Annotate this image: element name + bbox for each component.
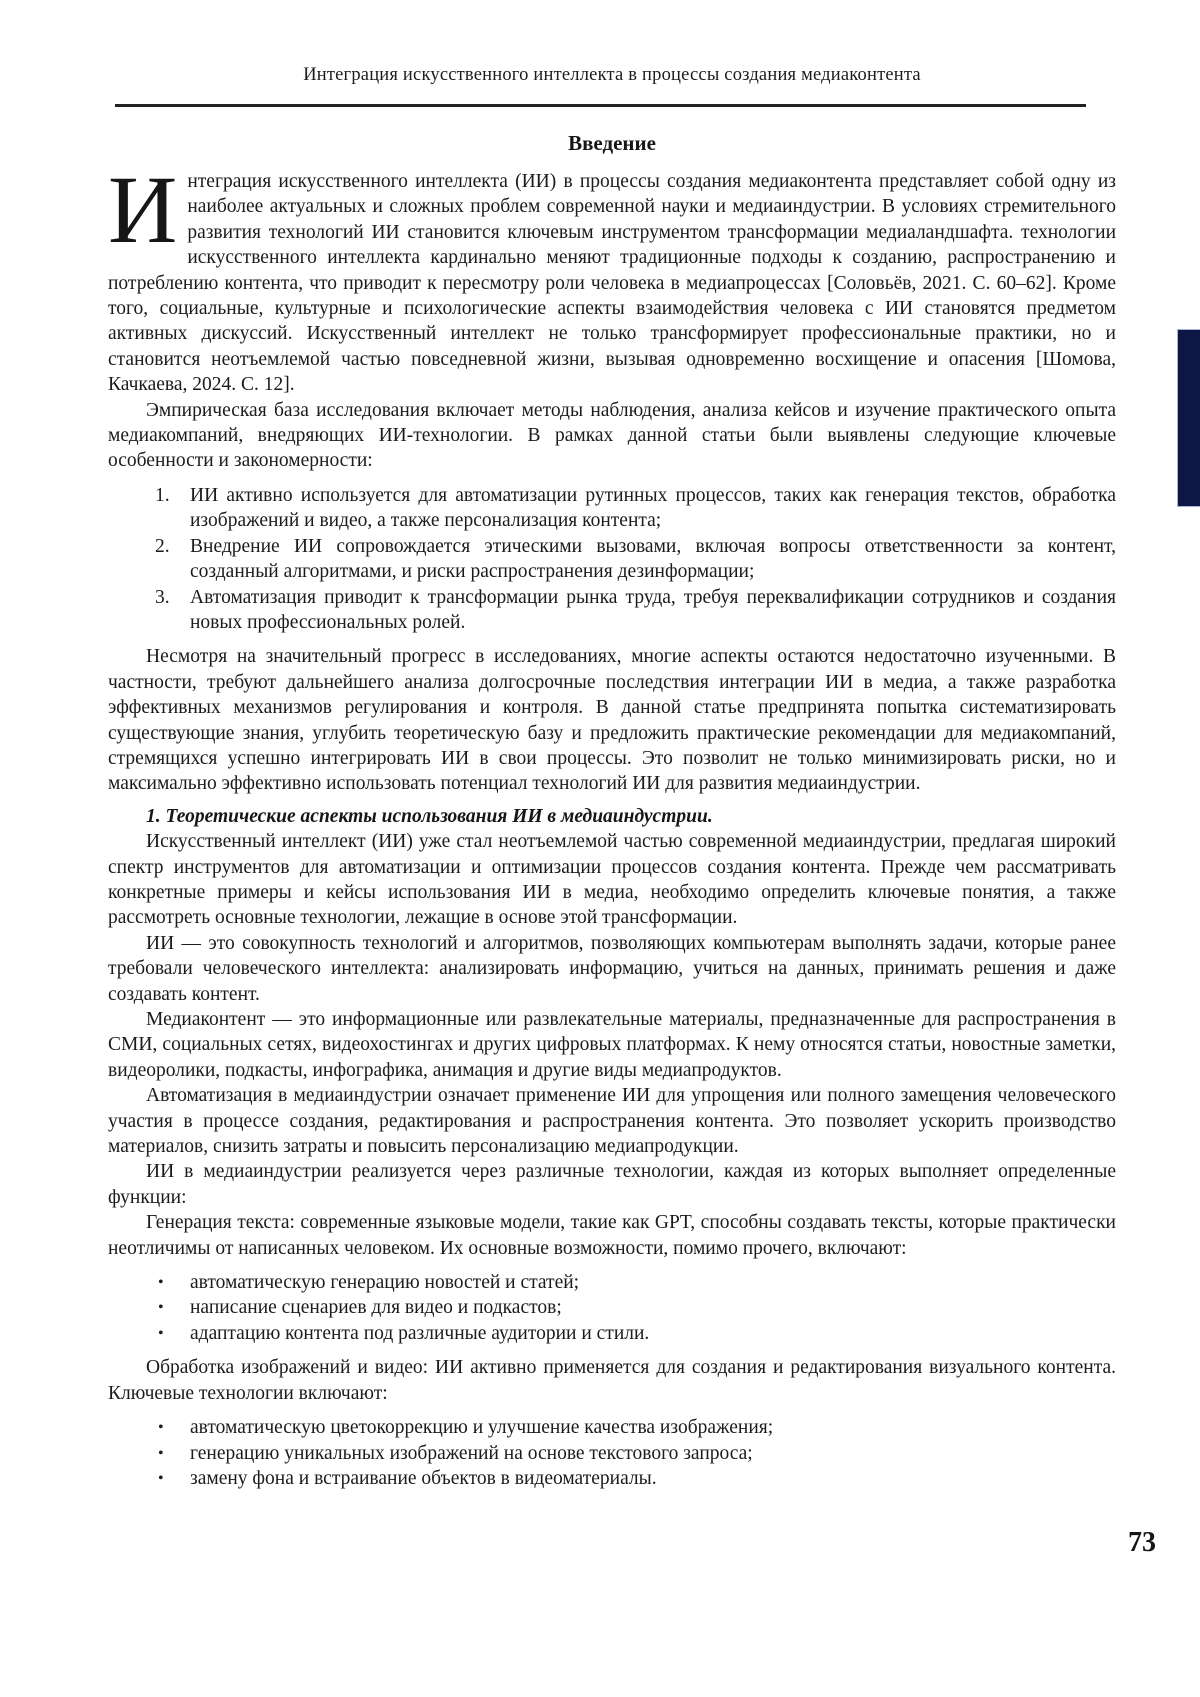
list-item-text: ИИ активно используется для автоматизации рутинных процессов, таких как генерация текстов, обработка изображений и видео, а также персонализация контента; bbox=[190, 484, 1116, 532]
list-number: 2. bbox=[155, 535, 170, 557]
list-item bbox=[108, 483, 1116, 534]
image-processing-bullets bbox=[108, 1415, 1116, 1491]
list-item bbox=[108, 534, 1116, 585]
bullet-icon: • bbox=[158, 1274, 164, 1292]
paragraph-research-gap: Несмотря на значительный прогресс в исследованиях, многие аспекты остаются недостаточно изученными. В частности, требуют дальнейшего анализа долгосрочные последствия интеграции ИИ в медиа, а также разработка эффективных механизмов регулирования и контроля. В данной статье предпринята попытка систематизировать существующие знания, углубить теоретическую базу и предложить практические рекомендации для медиакомпаний, стремящихся успешно интегрировать ИИ в свои процессы. Это позволит не только минимизировать риски, но и максимально эффективно использовать потенциал технологий ИИ для развития медиаиндустрии. bbox=[108, 646, 1116, 795]
page-number: 73 bbox=[1128, 1527, 1156, 1558]
list-item bbox=[108, 585, 1116, 636]
bullet-icon: • bbox=[158, 1444, 164, 1462]
article-body bbox=[108, 131, 1116, 1491]
list-item bbox=[108, 1295, 1116, 1320]
bullet-icon: • bbox=[158, 1469, 164, 1487]
list-number: 1. bbox=[155, 484, 170, 506]
list-item-text: Внедрение ИИ сопровождается этическими вызовами, включая вопросы ответственности за контент, созданный алгоритмами, и риски распространения дезинформации; bbox=[190, 535, 1116, 583]
page-header bbox=[108, 64, 1116, 107]
list-item-text: Автоматизация приводит к трансформации рынка труда, требуя переквалификации сотрудников и создания новых профессиональных ролей. bbox=[190, 586, 1116, 633]
list-item bbox=[108, 1466, 1116, 1491]
bullet-icon: • bbox=[158, 1419, 164, 1437]
list-item-text: адаптацию контента под различные аудитории и стили. bbox=[190, 1322, 650, 1344]
list-item bbox=[108, 1441, 1116, 1466]
list-item-text: автоматическую цветокоррекцию и улучшение качества изображения; bbox=[190, 1417, 774, 1439]
paragraph-mediacontent-definition: Медиаконтент — это информационные или развлекательные материалы, предназначенные для распространения в СМИ, социальных сетях, видеохостингах и других цифровых платформах. К нему относятся статьи, новостные заметки, видеоролики, подкасты, инфографика, анимация и другие виды медиапродуктов. bbox=[108, 1009, 1116, 1081]
paragraph-empirical-base: Эмпирическая база исследования включает методы наблюдения, анализа кейсов и изучение практического опыта медиакомпаний, внедряющих ИИ-технологии. В рамках данной статьи были выявлены следующие ключевые особенности и закономерности: bbox=[108, 399, 1116, 472]
header-rule bbox=[115, 104, 1086, 107]
key-findings-list bbox=[108, 483, 1116, 635]
paragraph-ai-in-media: Искусственный интеллект (ИИ) уже стал неотъемлемой частью современной медиаиндустрии, предлагая широкий спектр инструментов для автоматизации и оптимизации процессов создания контента. Прежде чем рассматривать конкретные примеры и кейсы использования ИИ в медиа, необходимо определить ключевые понятия, а также рассмотреть основные технологии, лежащие в основе этой трансформации. bbox=[108, 831, 1116, 929]
list-item bbox=[108, 1321, 1116, 1346]
list-item bbox=[108, 1270, 1116, 1295]
paragraph-image-processing: Обработка изображений и видео: ИИ активно применяется для создания и редактирования визуального контента. Ключевые технологии включают: bbox=[108, 1357, 1116, 1404]
list-item-text: автоматическую генерацию новостей и статей; bbox=[190, 1272, 580, 1294]
paragraph-intro bbox=[108, 156, 1116, 398]
bullet-icon: • bbox=[158, 1299, 164, 1317]
bullet-icon: • bbox=[158, 1324, 164, 1342]
list-item-text: замену фона и встраивание объектов в видеоматериалы. bbox=[190, 1467, 657, 1489]
text-generation-bullets bbox=[108, 1270, 1116, 1346]
paragraph-technologies-intro: ИИ в медиаиндустрии реализуется через различные технологии, каждая из которых выполняет определенные функции: bbox=[108, 1161, 1116, 1208]
paragraph-text-generation: Генерация текста: современные языковые модели, такие как GPT, способны создавать тексты, которые практически неотличимы от написанных человеком. Их основные возможности, помимо прочего, включают: bbox=[108, 1212, 1116, 1259]
paragraph-intro-text: нтеграция искусственного интеллекта (ИИ) в процессы создания медиаконтента представляет собой одну из наиболее актуальных и сложных проблем современной науки и медиаиндустрии. В условиях стремительного развития технологий ИИ становится ключевым инструментом трансформации медиаландшафта. технологии искусственного интеллекта кардинально меняют традиционные подходы к созданию, распространению и потреблению контента, что приводит к пересмотру роли человека в медиапроцессах [Соловьёв, 2021. С. 60–62]. Кроме того, социальные, культурные и психологические аспекты взаимодействия человека с ИИ становятся предметом активных дискуссий. Искусственный интеллект не только трансформирует профессиональные практики, но и становится неотъемлемой частью повседневной жизни, вызывая одновременно восхищение и опасения [Шомова, Качкаева, 2024. С. 12]. bbox=[108, 171, 1116, 396]
running-header: Интеграция искусственного интеллекта в процессы создания медиаконтента bbox=[303, 65, 921, 85]
list-number: 3. bbox=[155, 586, 170, 608]
paragraph-ai-definition: ИИ — это совокупность технологий и алгоритмов, позволяющих компьютерам выполнять задачи, которые ранее требовали человеческого интеллекта: анализировать информацию, учиться на данных, принимать решения и даже создавать контент. bbox=[108, 932, 1116, 1005]
paragraph-automation-definition: Автоматизация в медиаиндустрии означает применение ИИ для упрощения или полного замещения человеческого участия в процессе создания, редактирования и распространения контента. Это позволяет ускорить производство материалов, снизить затраты и повысить персонализацию медиапродукции. bbox=[108, 1085, 1116, 1158]
subsection-heading: 1. Теоретические аспекты использования ИИ в медиаиндустрии. bbox=[146, 805, 713, 827]
section-title: Введение bbox=[568, 131, 656, 155]
list-item-text: генерацию уникальных изображений на основе текстового запроса; bbox=[190, 1442, 753, 1464]
dropcap-letter: И bbox=[108, 156, 178, 263]
section-side-tab bbox=[1177, 329, 1200, 507]
list-item-text: написание сценариев для видео и подкастов; bbox=[190, 1297, 562, 1319]
article-content bbox=[108, 64, 1116, 1500]
list-item bbox=[108, 1415, 1116, 1440]
